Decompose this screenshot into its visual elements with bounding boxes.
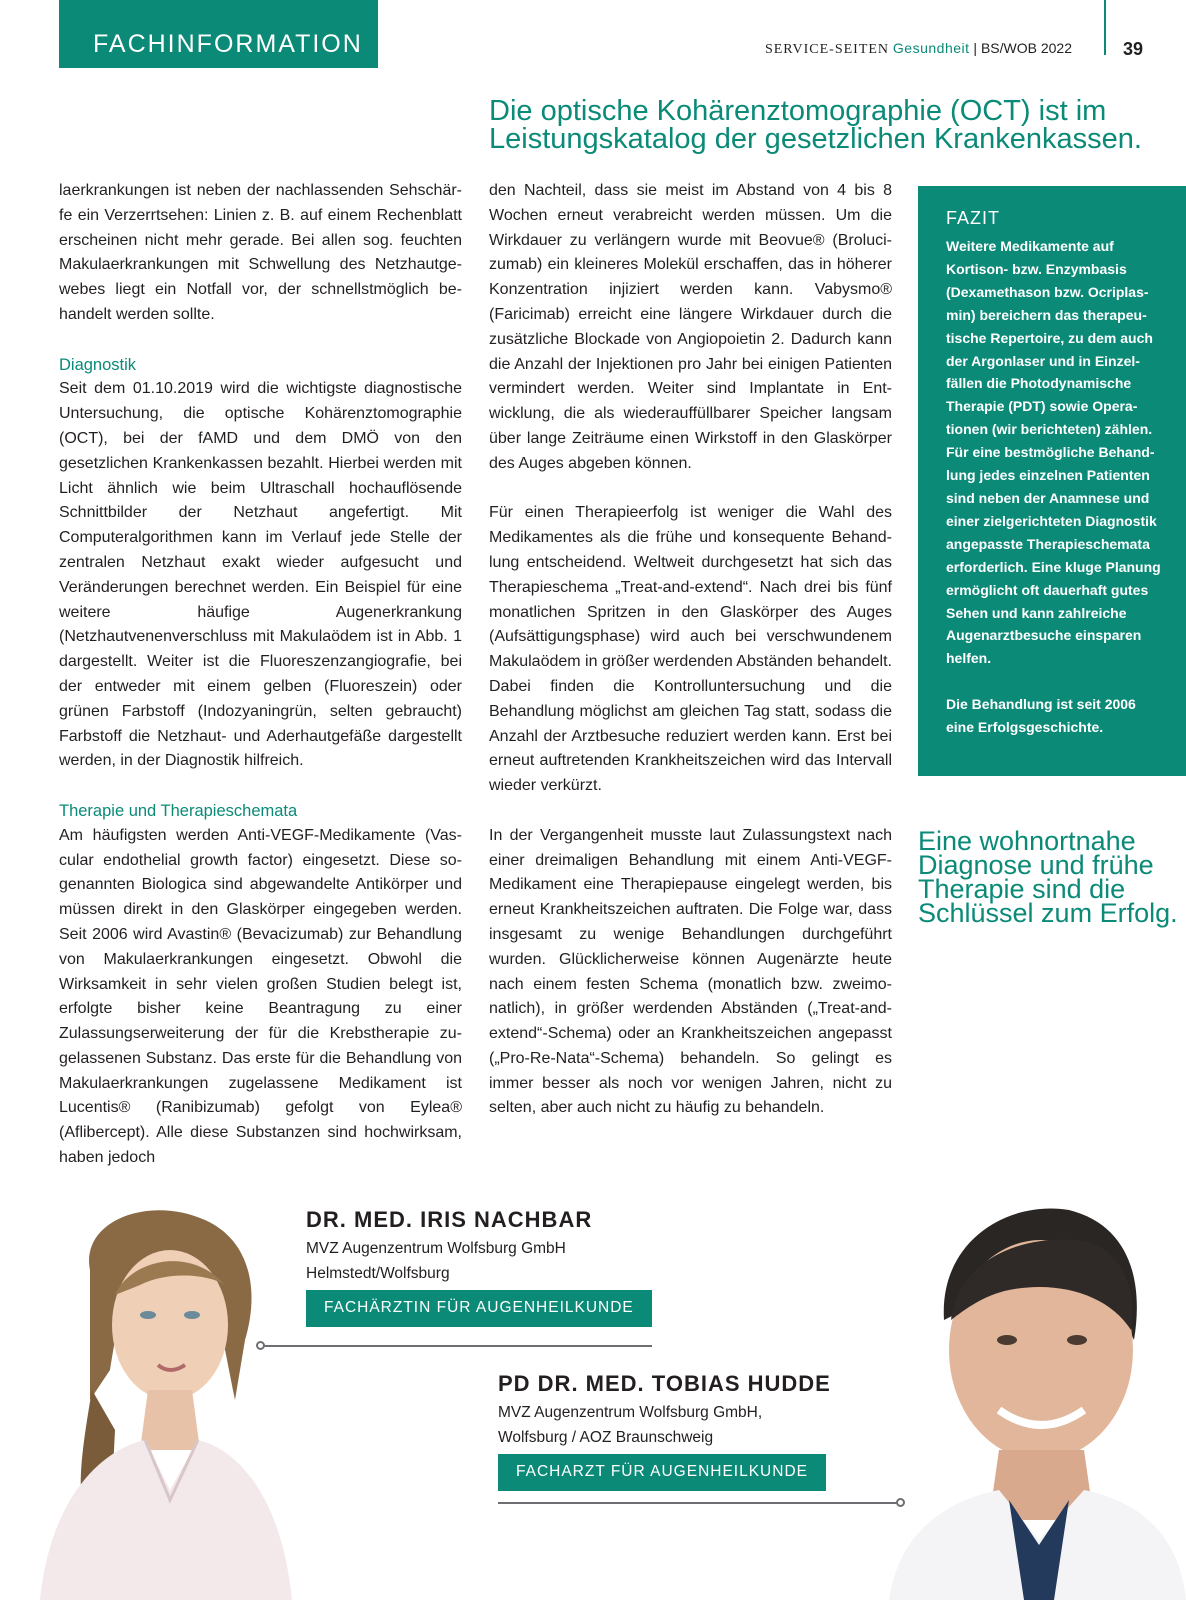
portrait-iris-nachbar: [20, 1200, 292, 1600]
running-head-edition: | BS/WOB 2022: [973, 40, 1072, 56]
doctor-1-title-badge: FACHÄRZTIN FÜR AUGENHEILKUNDE: [306, 1290, 652, 1327]
paragraph-medication: den Nachteil, dass sie meist im Abstand von 4 bis 8 Wochen erneut verabreicht werden müssen. Um die Wirkdauer zu verlängern wurde mit Beovue® (Brolucizumab) ein kleineres Molekül erschaffen, das in höherer Konzentration injiziert werden kann. Vabysmo® (Faricimab) erreicht eine längere Wirkdauer durch die zusätzliche Blockade von Angiopoietin 2. Dadurch kann die Anzahl der Injektionen pro Jahr bei einigen Patienten vermindert werden. Weiter sind Implantate in Entwicklung, die als wiederauffüllbarer Speicher langsam über lange Zeiträume einen Wirkstoff in den Glaskörper des Auges abgeben können.: [489, 182, 892, 472]
article-column-2: [489, 179, 892, 1121]
doctor-2-name: PD DR. MED. TOBIAS HUDDE: [498, 1371, 831, 1396]
diagnostik-heading: Diagnostik: [59, 355, 137, 374]
doctor-1-practice: MVZ Augenzentrum Wolfsburg GmbH: [306, 1240, 566, 1257]
header-divider: [1104, 0, 1106, 55]
paragraph-history: In der Vergangenheit musste laut Zulassungstext nach einer dreimaligen Behandlung mit einem Anti-VEGF-Medikament eine Therapiepause eingelegt werden, bis erneut Krankheitszeichen auftraten. Die Folge war, dass insgesamt zu wenige Behandlungen durchgeführt wurden. Glücklicherweise können Augenärzte heute nach einem festen Schema (monatlich bzw. zweimonatlich), in größer werdenden Abständen („Treat-and-extend“-Schema) oder an Krankheitszeichen angepasst („Pro-Re-Nata“-Schema) behandeln. So gelingt es immer besser als noch vor wenigen Jahren, nicht zu selten, aber auch nicht zu häufig zu behandeln.: [489, 826, 892, 1117]
fazit-text: Weitere Medikamente auf Kortison- bzw. Enzymbasis (Dexamethason bzw. Ocriplasmin) bereichern das therapeutische Repertoire, zu dem auch der Argonlaser und in Einzelfällen die Photodynamische Therapie (PDT) sowie Operationen (wir berichteten) zählen. Für eine bestmögliche Behandlung jedes einzelnen Patienten sind neben der Anamnese und einer zielgerichteten Diagnostik angepasste Therapieschemata erforderlich. Eine kluge Planung ermöglicht oft dauerhaft gutes Sehen und kann zahlreiche Augenarztbesuche einsparen helfen.: [946, 238, 1161, 667]
doctor-1-location: Helmstedt/Wolfsburg: [306, 1265, 450, 1282]
article-column-1: [59, 179, 462, 1171]
doctor-2-practice: MVZ Augenzentrum Wolfsburg GmbH,: [498, 1404, 763, 1421]
portrait-tobias-hudde: [889, 1200, 1186, 1600]
headline: Die optische Kohärenztomographie (OCT) ist im Leistungskatalog der gesetzlichen Krankenkassen.: [489, 95, 1142, 155]
running-head-topic: Gesundheit: [892, 40, 970, 56]
section-tag: [59, 0, 378, 68]
doctor-2-location: Wolfsburg / AOZ Braunschweig: [498, 1429, 714, 1446]
doctor-1-name: DR. MED. IRIS NACHBAR: [306, 1207, 593, 1232]
portrait-woman-image: [20, 1200, 292, 1600]
paragraph-treat-and-extend: Für einen Therapieerfolg ist weniger die Wahl des Medikamentes als die frühe und konsequente Behandlung entscheidend. Weltweit durchgesetzt hat sich das Therapieschema „Treat-and-extend“. Nach drei bis fünf monatlichen Spritzen in den Glaskörper des Auges (Aufsättigungsphase) wird auch bei verschwundenem Makulaödem in größer werdenden Abständen behandelt. Dabei finden die Kontrolluntersuchung und die Behandlung möglichst am gleichen Tag statt, sodass die Anzahl der Arztbesuche reduziert werden kann. Erst bei erneut auftretenden Krankheitszeichen wird das Intervall wieder verkürzt.: [489, 504, 892, 795]
therapie-heading: Therapie und Therapieschemata: [59, 801, 298, 820]
doctor-2-rule-dot: [896, 1498, 905, 1507]
section-tag-label: FACHINFORMATION: [93, 30, 363, 58]
fazit-title: FAZIT: [946, 208, 1000, 228]
pull-quote: Eine wohnortnahe Diagnose und frühe Therapie sind die Schlüssel zum Erfolg.: [918, 826, 1178, 928]
running-head-section: SERVICE-SEITEN: [764, 42, 890, 57]
doctor-2-rule: [498, 1502, 898, 1504]
fazit-box: [918, 186, 1186, 776]
page-number: 39: [1123, 39, 1144, 59]
doctor-2-title-badge: FACHARZT FÜR AUGENHEILKUNDE: [498, 1454, 826, 1491]
fazit-closing: Die Behandlung ist seit 2006 eine Erfolgsgeschichte.: [946, 696, 1136, 736]
portrait-man-image: [889, 1200, 1186, 1600]
running-head: [680, 40, 1072, 58]
intro-paragraph: laerkrankungen ist neben der nachlassenden Sehschärfe ein Verzerrtsehen: Linien z. B. auf einem Rechenblatt erscheinen nicht mehr gerade. Bei allen sog. feuchten Makulaerkrankungen mit Schwellung des Netzhautgewebes liegt ein Notfall vor, der schnellstmöglich behandelt werden sollte.: [59, 182, 462, 323]
therapie-paragraph: Am häufigsten werden Anti-VEGF-Medikamente (Vascular endothelial growth factor) eingesetzt. Diese sogenannten Biologica sind abgewandelte Antikörper und müssen direkt in den Glaskörper eingegeben werden. Seit 2006 wird Avastin® (Bevacizumab) zur Behandlung von Makulaerkrankungen eingesetzt. Obwohl die Wirksamkeit in sehr vielen großen Studien belegt ist, erfolgte bisher keine Beantragung zu einer Zulassungserweiterung der für die Krebstherapie zugelassenen Substanz. Das erste für die Behandlung von Makulaerkrankungen zugelassene Medikament ist Lucentis® (Ranibizumab) gefolgt von Eylea® (Aflibercept). Alle diese Substanzen sind hochwirksam, haben jedoch: [59, 826, 462, 1167]
doctor-1-rule: [263, 1345, 652, 1347]
doctor-1-rule-dot: [256, 1341, 265, 1350]
diagnostik-paragraph: Seit dem 01.10.2019 wird die wichtigste diagnostische Untersuchung, die optische Kohärenztomographie (OCT), bei der fAMD und dem DMÖ von den gesetzlichen Krankenkassen bezahlt. Hierbei werden mit Licht ähnlich wie beim Ultraschall hochauflösende Schnittbilder der Netzhaut angefertigt. Mit Computeralgorithmen kann im Verlauf jede Stelle der zentralen Netzhaut exakt wieder aufgesucht und Veränderungen berechnet werden. Ein Beispiel für eine weitere häufige Augenerkrankung (Netzhautvenenverschluss mit Makulaödem ist in Abb. 1 dargestellt. Weiter ist die Fluoreszenzangiografie, bei der entweder mit einem gelben (Fluoreszein) oder grünen Farbstoff (Indozyaningrün, selten gebraucht) Farbstoff die Netzhaut- und Aderhautgefäße dargestellt werden, in der Diagnostik hilfreich.: [59, 380, 462, 770]
